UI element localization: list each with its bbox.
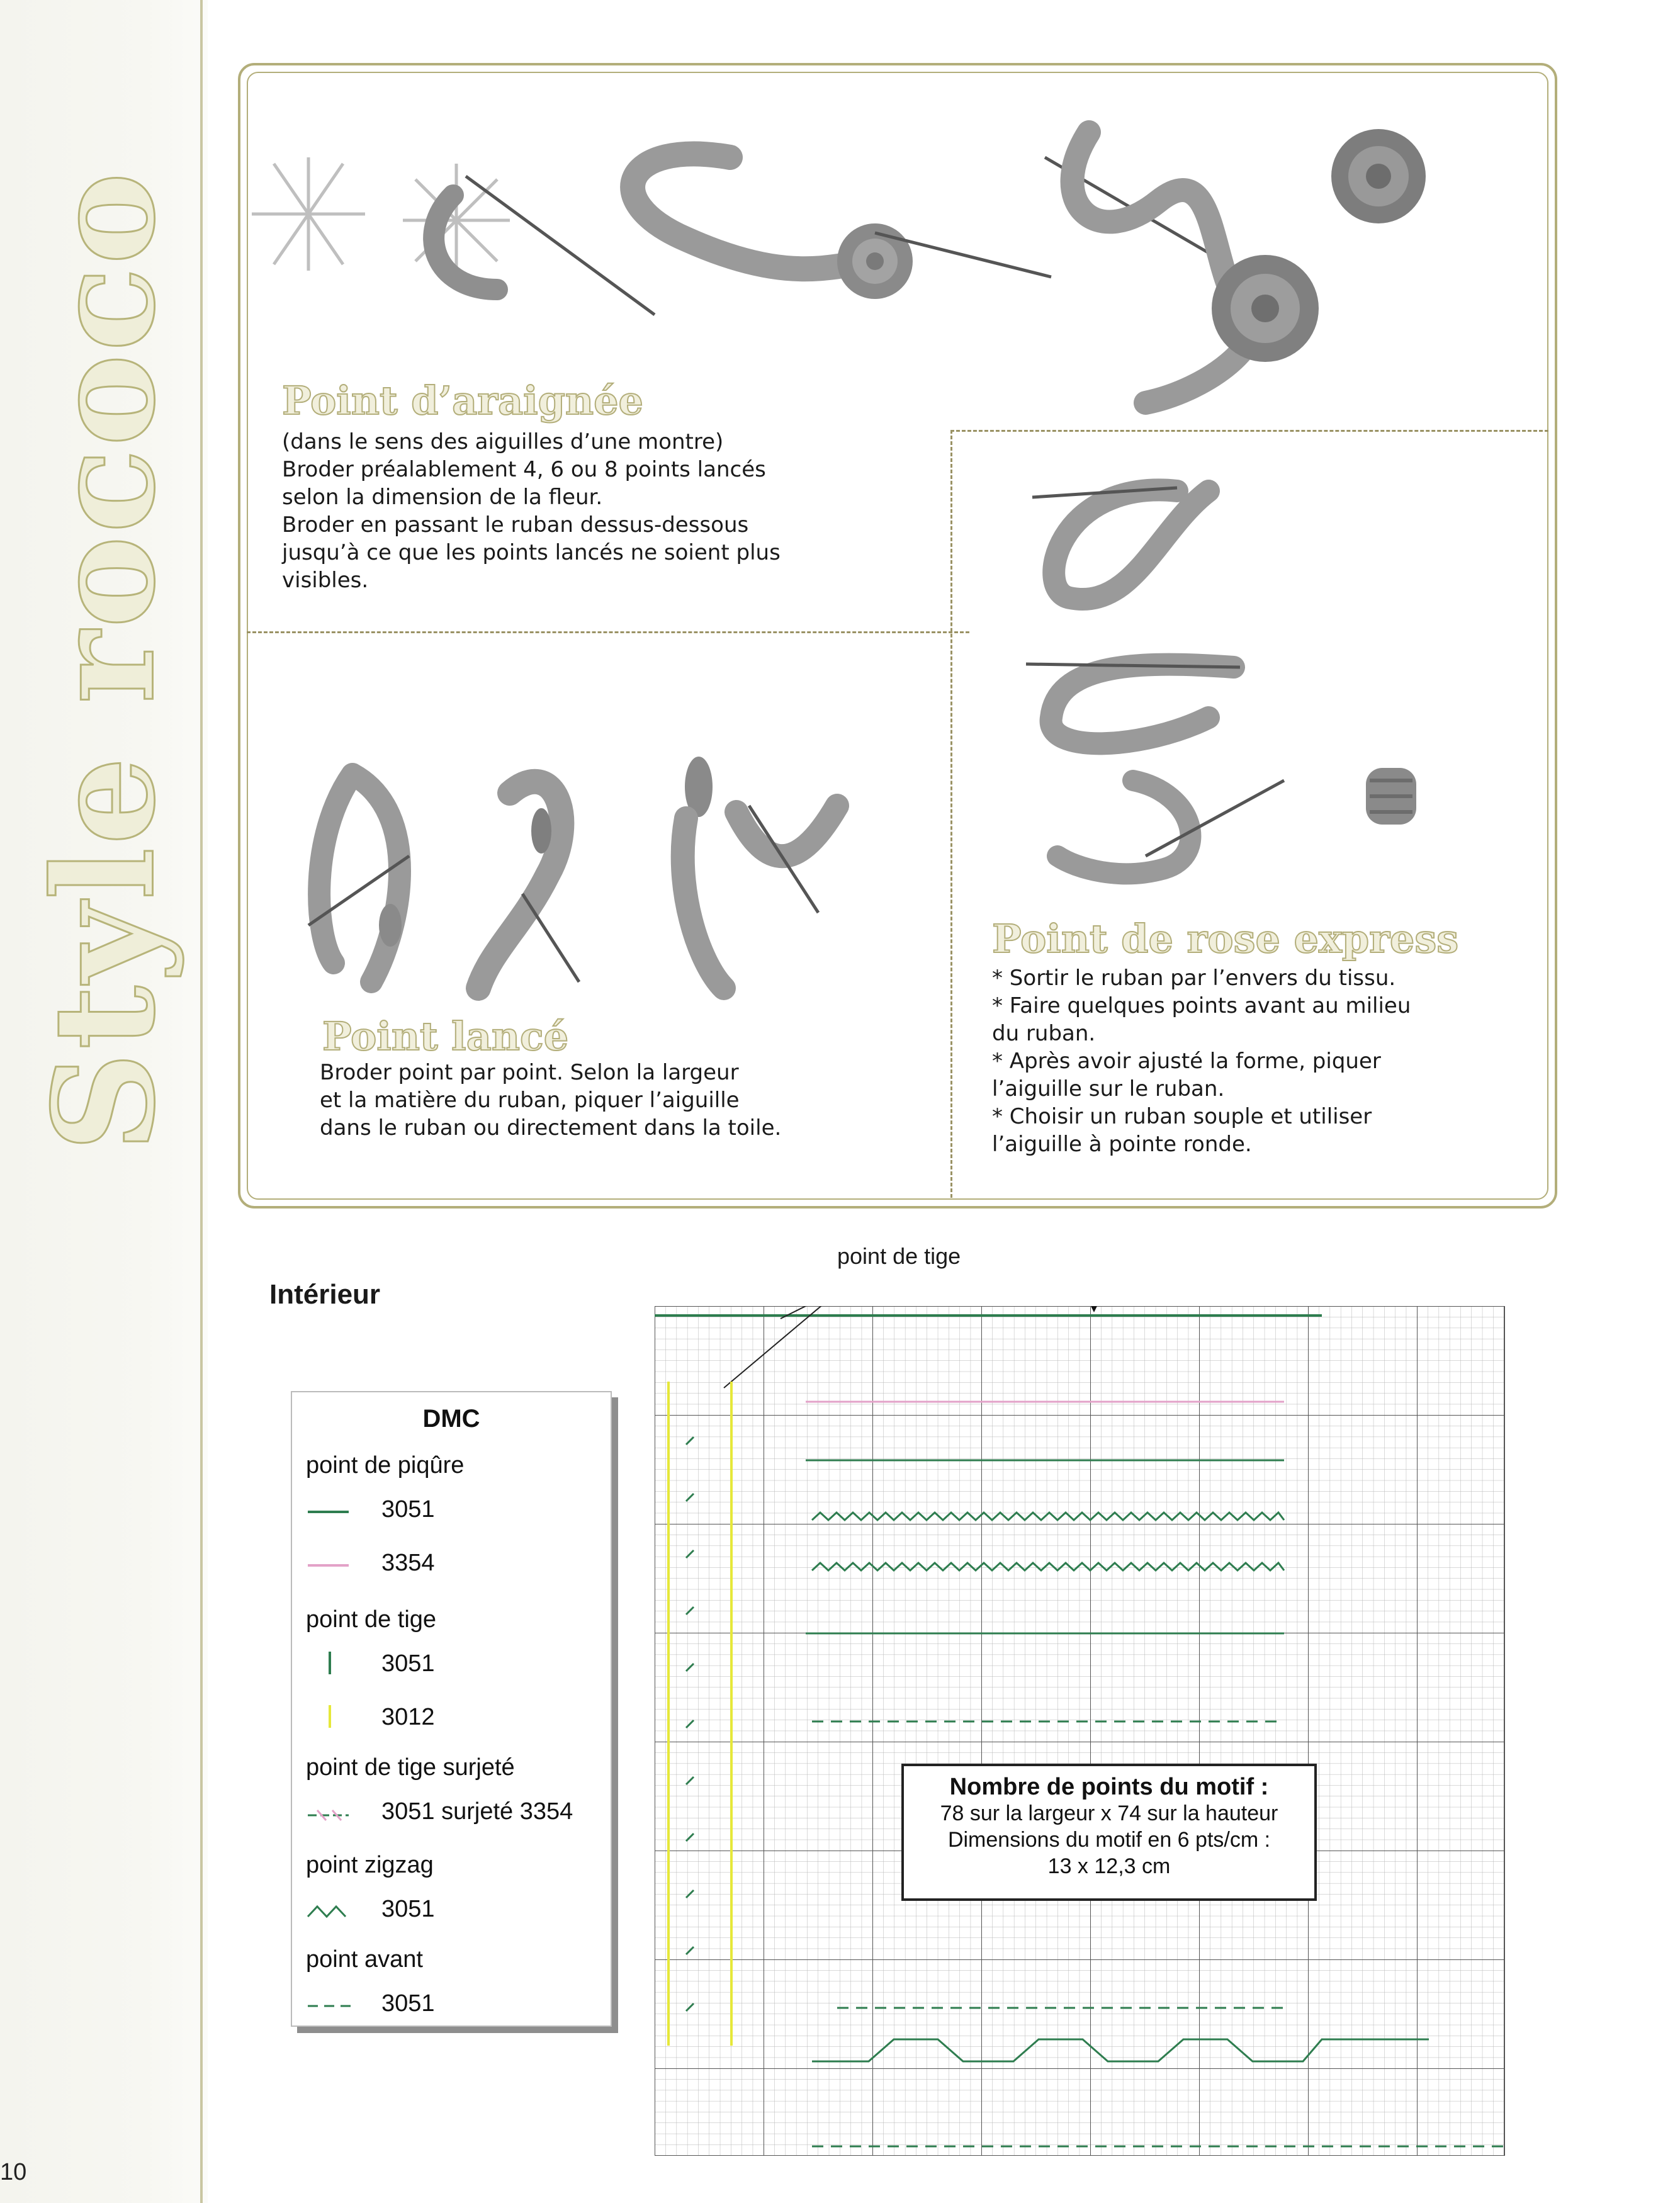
spider-stitch-star-8 (403, 164, 510, 277)
chart-label: Intérieur (269, 1279, 381, 1310)
info-title: Nombre de points du motif : (949, 1774, 1269, 1800)
araignee-line: Broder en passant le ruban dessus-dessous (282, 512, 749, 538)
info-line: 78 sur la largeur x 74 sur la hauteur (940, 1801, 1278, 1825)
text-point-araignee (282, 428, 930, 594)
legend-code: 3051 (381, 1896, 435, 1922)
legend-code: 3354 (381, 1550, 435, 1576)
swatch-backstitch-green (305, 1499, 361, 1524)
legend-code: 3051 (381, 1650, 435, 1677)
rose-line: * Faire quelques points avant au milieu (992, 993, 1411, 1018)
title-point-rose-express: Point de rose express (992, 916, 1459, 962)
embroidery-grid (655, 1306, 1530, 2156)
rose-line: * Sortir le ruban par l’envers du tissu. (992, 966, 1396, 991)
legend-category: point de piqûre (306, 1452, 465, 1479)
lance-line: Broder point par point. Selon la largeur (320, 1060, 739, 1085)
legend-category: point de tige surjeté (306, 1754, 515, 1781)
straight-stitch-illustration (283, 736, 913, 1001)
rose-ribbon-3 (1057, 780, 1190, 874)
spider-stitch-star-6 (252, 157, 365, 271)
lance-line: dans le ruban ou directement dans la toile. (320, 1115, 782, 1141)
swatch-whipped-stem (305, 1801, 361, 1827)
text-point-rose-express (992, 964, 1540, 1158)
swatch-stem-yellow (305, 1704, 361, 1729)
araignee-line: visibles. (282, 568, 369, 593)
motif-info-box (901, 1764, 1317, 1901)
title-point-araignee: Point d’araignée (282, 378, 643, 424)
straight-ribbon-1 (319, 774, 400, 982)
araignee-line: selon la dimension de la fleur. (282, 485, 603, 510)
divider-right-horizontal (950, 430, 1548, 432)
legend (291, 1391, 612, 2027)
lance-line: et la matière du ruban, piquer l’aiguille (320, 1088, 740, 1113)
rose-line: l’aiguille sur le ruban. (992, 1076, 1225, 1102)
straight-ribbon-2 (478, 782, 561, 988)
araignee-line: jusqu’à ce que les points lancés ne soient plus (282, 540, 781, 565)
rose-line: du ruban. (992, 1021, 1096, 1046)
divider-left-horizontal (247, 631, 969, 633)
swatch-zigzag (305, 1899, 361, 1924)
sidebar-title: Style rococo (22, 169, 186, 1152)
spider-stitch-illustration (245, 126, 1064, 397)
rose-ribbon-1 (1054, 490, 1209, 599)
rose-line: * Choisir un ruban souple et utiliser (992, 1104, 1372, 1129)
swatch-stem-green (305, 1650, 361, 1676)
page-number: 10 (0, 2159, 27, 2185)
straight-ribbon-3 (683, 806, 837, 988)
swatch-backstitch-pink (305, 1553, 361, 1578)
legend-header: DMC (422, 1405, 480, 1433)
swatch-running (305, 1993, 361, 2019)
info-line: Dimensions du motif en 6 pts/cm : (947, 1828, 1271, 1852)
straight-needle-2 (522, 894, 579, 982)
title-point-lance: Point lancé (322, 1013, 569, 1059)
araignee-line: (dans le sens des aiguilles d’une montre) (282, 429, 724, 454)
spider-ribbon-3 (1073, 132, 1252, 403)
grid-background (655, 1306, 1504, 2156)
sidebar-rule (200, 0, 203, 2203)
spider-stitch-illustration-right (1032, 126, 1486, 415)
rose-express-illustration (1020, 453, 1536, 919)
legend-code: 3051 (381, 1990, 435, 2017)
rose-line: * Après avoir ajusté la forme, piquer (992, 1049, 1381, 1074)
callout-point-de-tige: point de tige (837, 1243, 961, 1269)
legend-category: point avant (306, 1946, 423, 1973)
araignee-line: Broder préalablement 4, 6 ou 8 points lancés (282, 457, 766, 482)
legend-code: 3051 (381, 1496, 435, 1523)
legend-category: point zigzag (306, 1852, 434, 1878)
divider-vertical (950, 430, 952, 1198)
info-line: 13 x 12,3 cm (1047, 1854, 1171, 1878)
legend-code: 3012 (381, 1704, 435, 1730)
legend-code: 3051 surjeté 3354 (381, 1798, 573, 1825)
text-point-lance (320, 1059, 886, 1142)
rose-line: l’aiguille à pointe ronde. (992, 1132, 1252, 1157)
sidebar (0, 0, 208, 2203)
legend-category: point de tige (306, 1606, 437, 1633)
rose-ribbon-2 (1051, 665, 1234, 744)
